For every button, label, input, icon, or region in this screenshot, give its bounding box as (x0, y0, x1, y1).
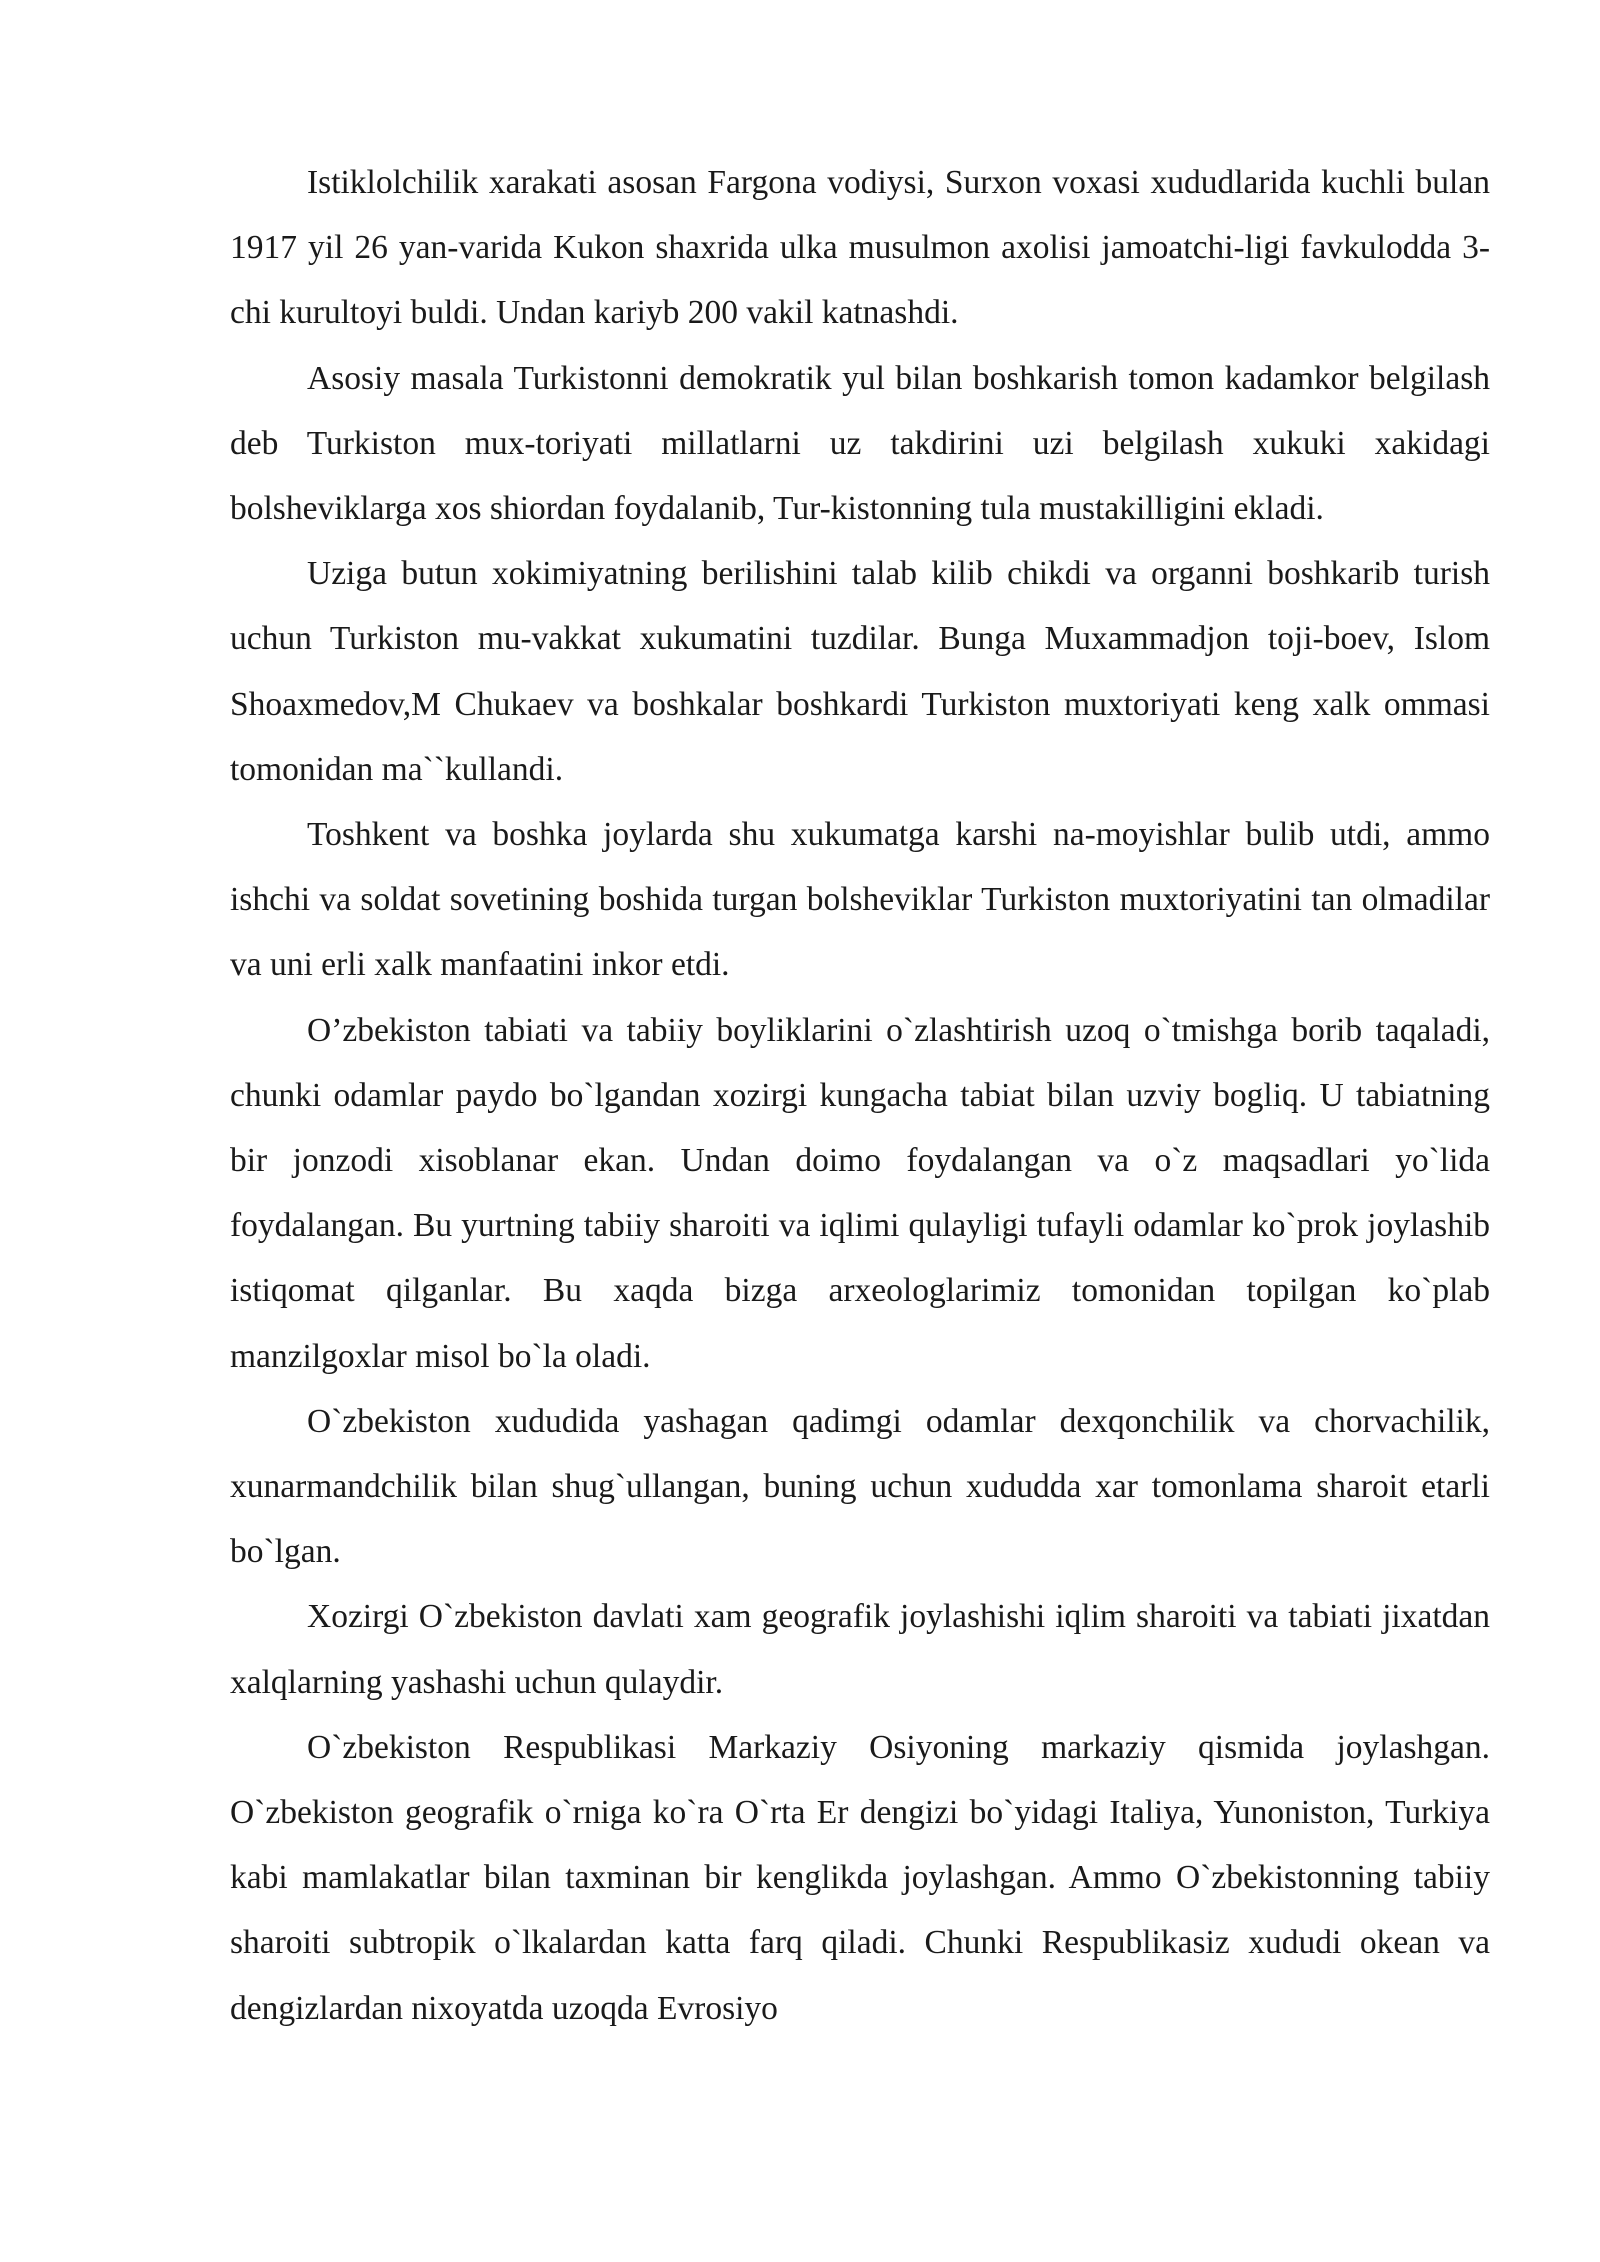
paragraph-5: O’zbekiston tabiati va tabiiy boyliklarini o`zlashtirish uzoq o`tmishga borib taqaladi, chunki odamlar paydo bo`lgandan xozirgi kungacha tabiat bilan uzviy bogliq. U tabiatning bir jonzodi xisoblanar ekan. Undan doimo foydalangan va o`z maqsadlari yo`lida foydalangan. Bu yurtning tabiiy sharoiti va iqlimi qulayligi tufayli odamlar ko`prok joylashib istiqomat qilganlar. Bu xaqda bizga arxeologlarimiz tomonidan topilgan ko`plab manzilgoxlar misol bo`la oladi. (230, 1011, 1490, 1375)
paragraph-1: Istiklolchilik xarakati asosan Fargona vodiysi, Surxon voxasi xududlarida kuchli bulan 1917 yil 26 yan-varida Kukon shaxrida ulka musulmon axolisi jamoatchi-ligi favkulodda 3-chi kurultoyi buldi. Undan kariyb 200 vakil katnashdi. (230, 164, 1490, 332)
paragraph-4: Toshkent va boshka joylarda shu xukumatga karshi na-moyishlar bulib utdi, ammo ishchi va soldat sovetining boshida turgan bolsheviklar Turkiston muxtoriyatini tan olmadilar va uni erli xalk manfaatini inkor etdi. (230, 816, 1490, 984)
paragraph-6: O`zbekiston xududida yashagan qadimgi odamlar dexqonchilik va chorvachilik, xunarmandchilik bilan shug`ullangan, buning uchun xududda xar tomonlama sharoit etarli bo`lgan. (230, 1402, 1490, 1571)
paragraph-8: O`zbekiston Respublikasi Markaziy Osiyoning markaziy qismida joylashgan. O`zbekiston geografik o`rniga ko`ra O`rta Er dengizi bo`yidagi Italiya, Yunoniston, Turkiya kabi mamlakatlar bilan taxminan bir kenglikda joylashgan. Ammo O`zbekistonning tabiiy sharoiti subtropik o`lkalardan katta farq qiladi. Chunki Respublikasiz xududi okean va dengizlardan nixoyatda uzoqda Evrosiyo (230, 1728, 1490, 2027)
text-column (230, 150, 1490, 2041)
paragraph-2: Asosiy masala Turkistonni demokratik yul bilan boshkarish tomon kadamkor belgilash deb Turkiston mux-toriyati millatlarni uz takdirini uzi belgilash xukuki xakidagi bolsheviklarga xos shiordan foydalanib, Tur-kistonning tula mustakilligini ekladi. (230, 359, 1490, 528)
paragraph-3: Uziga butun xokimiyatning berilishini talab kilib chikdi va organni boshkarib turish uchun Turkiston mu-vakkat xukumatini tuzdilar. Bunga Muxammadjon toji-boev, Islom Shoaxmedov,M Chukaev va boshkalar boshkardi Turkiston muxtoriyati keng xalk ommasi tomonidan ma``kullandi. (230, 555, 1490, 788)
paragraph-7: Xozirgi O`zbekiston davlati xam geografik joylashishi iqlim sharoiti va tabiati jixatdan xalqlarning yashashi uchun qulaydir. (230, 1598, 1490, 1701)
